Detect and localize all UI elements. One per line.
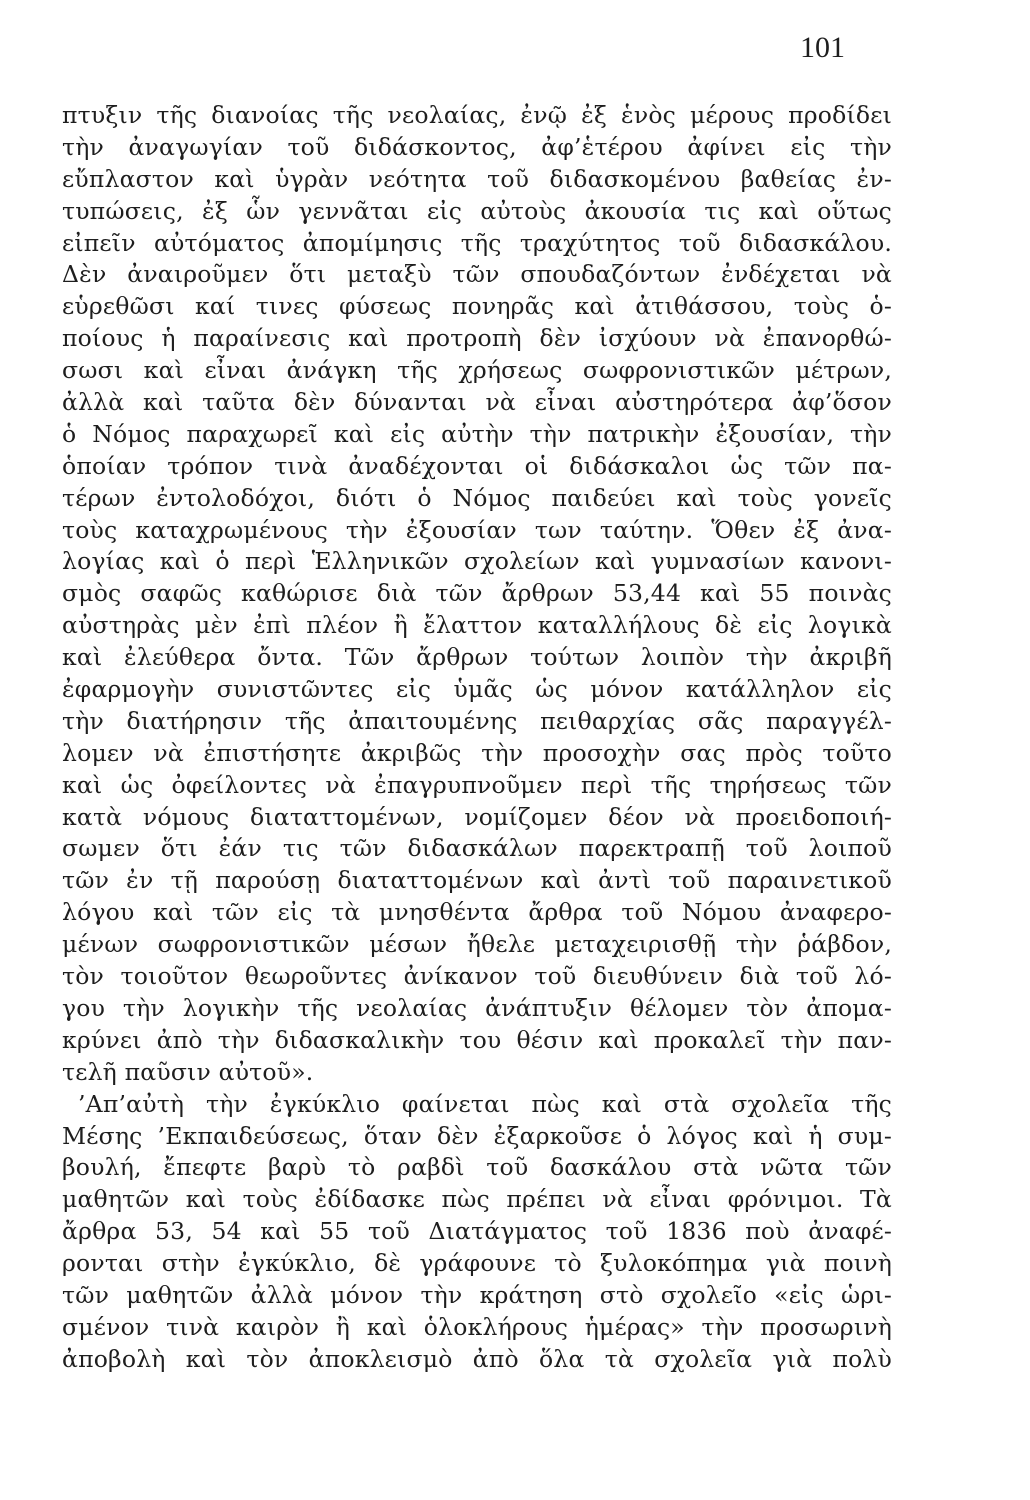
text-line: ὁποίαν τρόπον τινὰ ἀναδέχονται οἱ διδάσκαλοι ὡς τῶν πα- bbox=[62, 451, 892, 480]
text-line: ἀλλὰ καὶ ταῦτα δὲν δύνανται νὰ εἶναι αὐστηρότερα ἀφ’ὅσον bbox=[62, 388, 892, 417]
text-line: τὴν ἀναγωγίαν τοῦ διδάσκοντος, ἀφ’ἑτέρου ἀφίνει εἰς τὴν bbox=[62, 132, 892, 161]
text-line: λογίας καὶ ὁ περὶ Ἑλληνικῶν σχολείων καὶ γυμνασίων κανονι- bbox=[62, 547, 892, 576]
text-line: τῶν ἐν τῇ παρούσῃ διαταττομένων καὶ ἀντὶ τοῦ παραινετικοῦ bbox=[62, 866, 892, 895]
text-line: εὑρεθῶσι καί τινες φύσεως πονηρᾶς καὶ ἀτιθάσσου, τοὺς ὁ- bbox=[62, 292, 892, 321]
text-line: αὐστηρὰς μὲν ἐπὶ πλέον ἢ ἔλαττον καταλλήλους δὲ εἰς λογικὰ bbox=[62, 611, 892, 640]
text-line: τὸν τοιοῦτον θεωροῦντες ἀνίκανον τοῦ διευθύνειν διὰ τοῦ λό- bbox=[62, 962, 892, 991]
text-line: μένων σωφρονιστικῶν μέσων ἤθελε μεταχειρισθῇ τὴν ῥάβδον, bbox=[62, 930, 892, 959]
text-line: κατὰ νόμους διαταττομένων, νομίζομεν δέον νὰ προειδοποιή- bbox=[62, 802, 892, 831]
text-line: κρύνει ἀπὸ τὴν διδασκαλικὴν του θέσιν καὶ προκαλεῖ τὴν παν- bbox=[62, 1025, 892, 1054]
text-line: λόγου καὶ τῶν εἰς τὰ μνησθέντα ἄρθρα τοῦ Νόμου ἀναφερο- bbox=[62, 898, 892, 927]
text-line: ’Απ’αὐτὴ τὴν ἐγκύκλιο φαίνεται πὼς καὶ στὰ σχολεῖα τῆς bbox=[78, 1089, 892, 1118]
text-line: εὔπλαστον καὶ ὑγρὰν νεότητα τοῦ διδασκομένου βαθείας ἐν- bbox=[62, 164, 892, 193]
text-line: τῶν μαθητῶν ἀλλὰ μόνον τὴν κράτηση στὸ σχολεῖο «εἰς ὡρι- bbox=[62, 1280, 892, 1309]
text-line: σωσι καὶ εἶναι ἀνάγκη τῆς χρήσεως σωφρονιστικῶν μέτρων, bbox=[62, 356, 892, 385]
text-line: Μέσης ’Εκπαιδεύσεως, ὅταν δὲν ἐξαρκοῦσε ὁ λόγος καὶ ἡ συμ- bbox=[62, 1121, 892, 1150]
text-line: γου τὴν λογικὴν τῆς νεολαίας ἀνάπτυξιν θέλομεν τὸν ἀπομα- bbox=[62, 993, 892, 1022]
body-text bbox=[62, 100, 892, 1376]
text-line: ὁ Νόμος παραχωρεῖ καὶ εἰς αὐτὴν τὴν πατρικὴν ἐξουσίαν, τὴν bbox=[62, 419, 892, 448]
text-line: σμὸς σαφῶς καθώρισε διὰ τῶν ἄρθρων 53,44 καὶ 55 ποινὰς bbox=[62, 579, 892, 608]
text-line: λομεν νὰ ἐπιστήσητε ἀκριβῶς τὴν προσοχὴν σας πρὸς τοῦτο bbox=[62, 738, 892, 767]
text-line: πτυξιν τῆς διανοίας τῆς νεολαίας, ἐνῷ ἐξ ἑνὸς μέρους προδίδει bbox=[62, 101, 892, 129]
text-line: τέρων ἐντολοδόχοι, διότι ὁ Νόμος παιδεύει καὶ τοὺς γονεῖς bbox=[62, 483, 892, 512]
text-line: ρονται στὴν ἐγκύκλιο, δὲ γράφουνε τὸ ξυλοκόπημα γιὰ ποινὴ bbox=[62, 1249, 892, 1278]
text-line: τελῆ παῦσιν αὐτοῦ». bbox=[62, 1057, 314, 1086]
page-number: 101 bbox=[800, 31, 845, 64]
text-line: καὶ ἐλεύθερα ὄντα. Τῶν ἄρθρων τούτων λοιπὸν τὴν ἀκριβῆ bbox=[62, 643, 892, 672]
text-line: τυπώσεις, ἐξ ὧν γεννᾶται εἰς αὐτοὺς ἀκουσία τις καὶ οὕτως bbox=[62, 196, 892, 225]
text-line: Δὲν ἀναιροῦμεν ὅτι μεταξὺ τῶν σπουδαζόντων ἐνδέχεται νὰ bbox=[62, 260, 892, 289]
text-line: βουλή, ἔπεφτε βαρὺ τὸ ραβδὶ τοῦ δασκάλου στὰ νῶτα τῶν bbox=[62, 1153, 892, 1182]
text-line: σμένον τινὰ καιρὸν ἢ καὶ ὁλοκλήρους ἡμέρας» τὴν προσωρινὴ bbox=[62, 1312, 892, 1341]
text-line: μαθητῶν καὶ τοὺς ἐδίδασκε πὼς πρέπει νὰ εἶναι φρόνιμοι. Τὰ bbox=[62, 1185, 892, 1214]
text-line: ἄρθρα 53, 54 καὶ 55 τοῦ Διατάγματος τοῦ 1836 ποὺ ἀναφέ- bbox=[62, 1217, 892, 1246]
text-line: εἰπεῖν αὐτόματος ἀπομίμησις τῆς τραχύτητος τοῦ διδασκάλου. bbox=[62, 228, 892, 257]
text-line: τοὺς καταχρωμένους τὴν ἐξουσίαν των ταύτην. Ὅθεν ἐξ ἀνα- bbox=[62, 515, 892, 544]
text-line: τὴν διατήρησιν τῆς ἀπαιτουμένης πειθαρχίας σᾶς παραγγέλ- bbox=[62, 706, 892, 735]
text-line: ἐφαρμογὴν συνιστῶντες εἰς ὑμᾶς ὡς μόνον κατάλληλον εἰς bbox=[62, 675, 892, 704]
text-line: καὶ ὡς ὀφείλοντες νὰ ἐπαγρυπνοῦμεν περὶ τῆς τηρήσεως τῶν bbox=[62, 770, 892, 799]
text-line: ποίους ἡ παραίνεσις καὶ προτροπὴ δὲν ἰσχύουν νὰ ἐπανορθώ- bbox=[62, 324, 892, 353]
text-line: σωμεν ὅτι ἐάν τις τῶν διδασκάλων παρεκτραπῇ τοῦ λοιποῦ bbox=[62, 834, 892, 863]
text-line: ἀποβολὴ καὶ τὸν ἀποκλεισμὸ ἀπὸ ὅλα τὰ σχολεῖα γιὰ πολὺ bbox=[62, 1344, 892, 1373]
